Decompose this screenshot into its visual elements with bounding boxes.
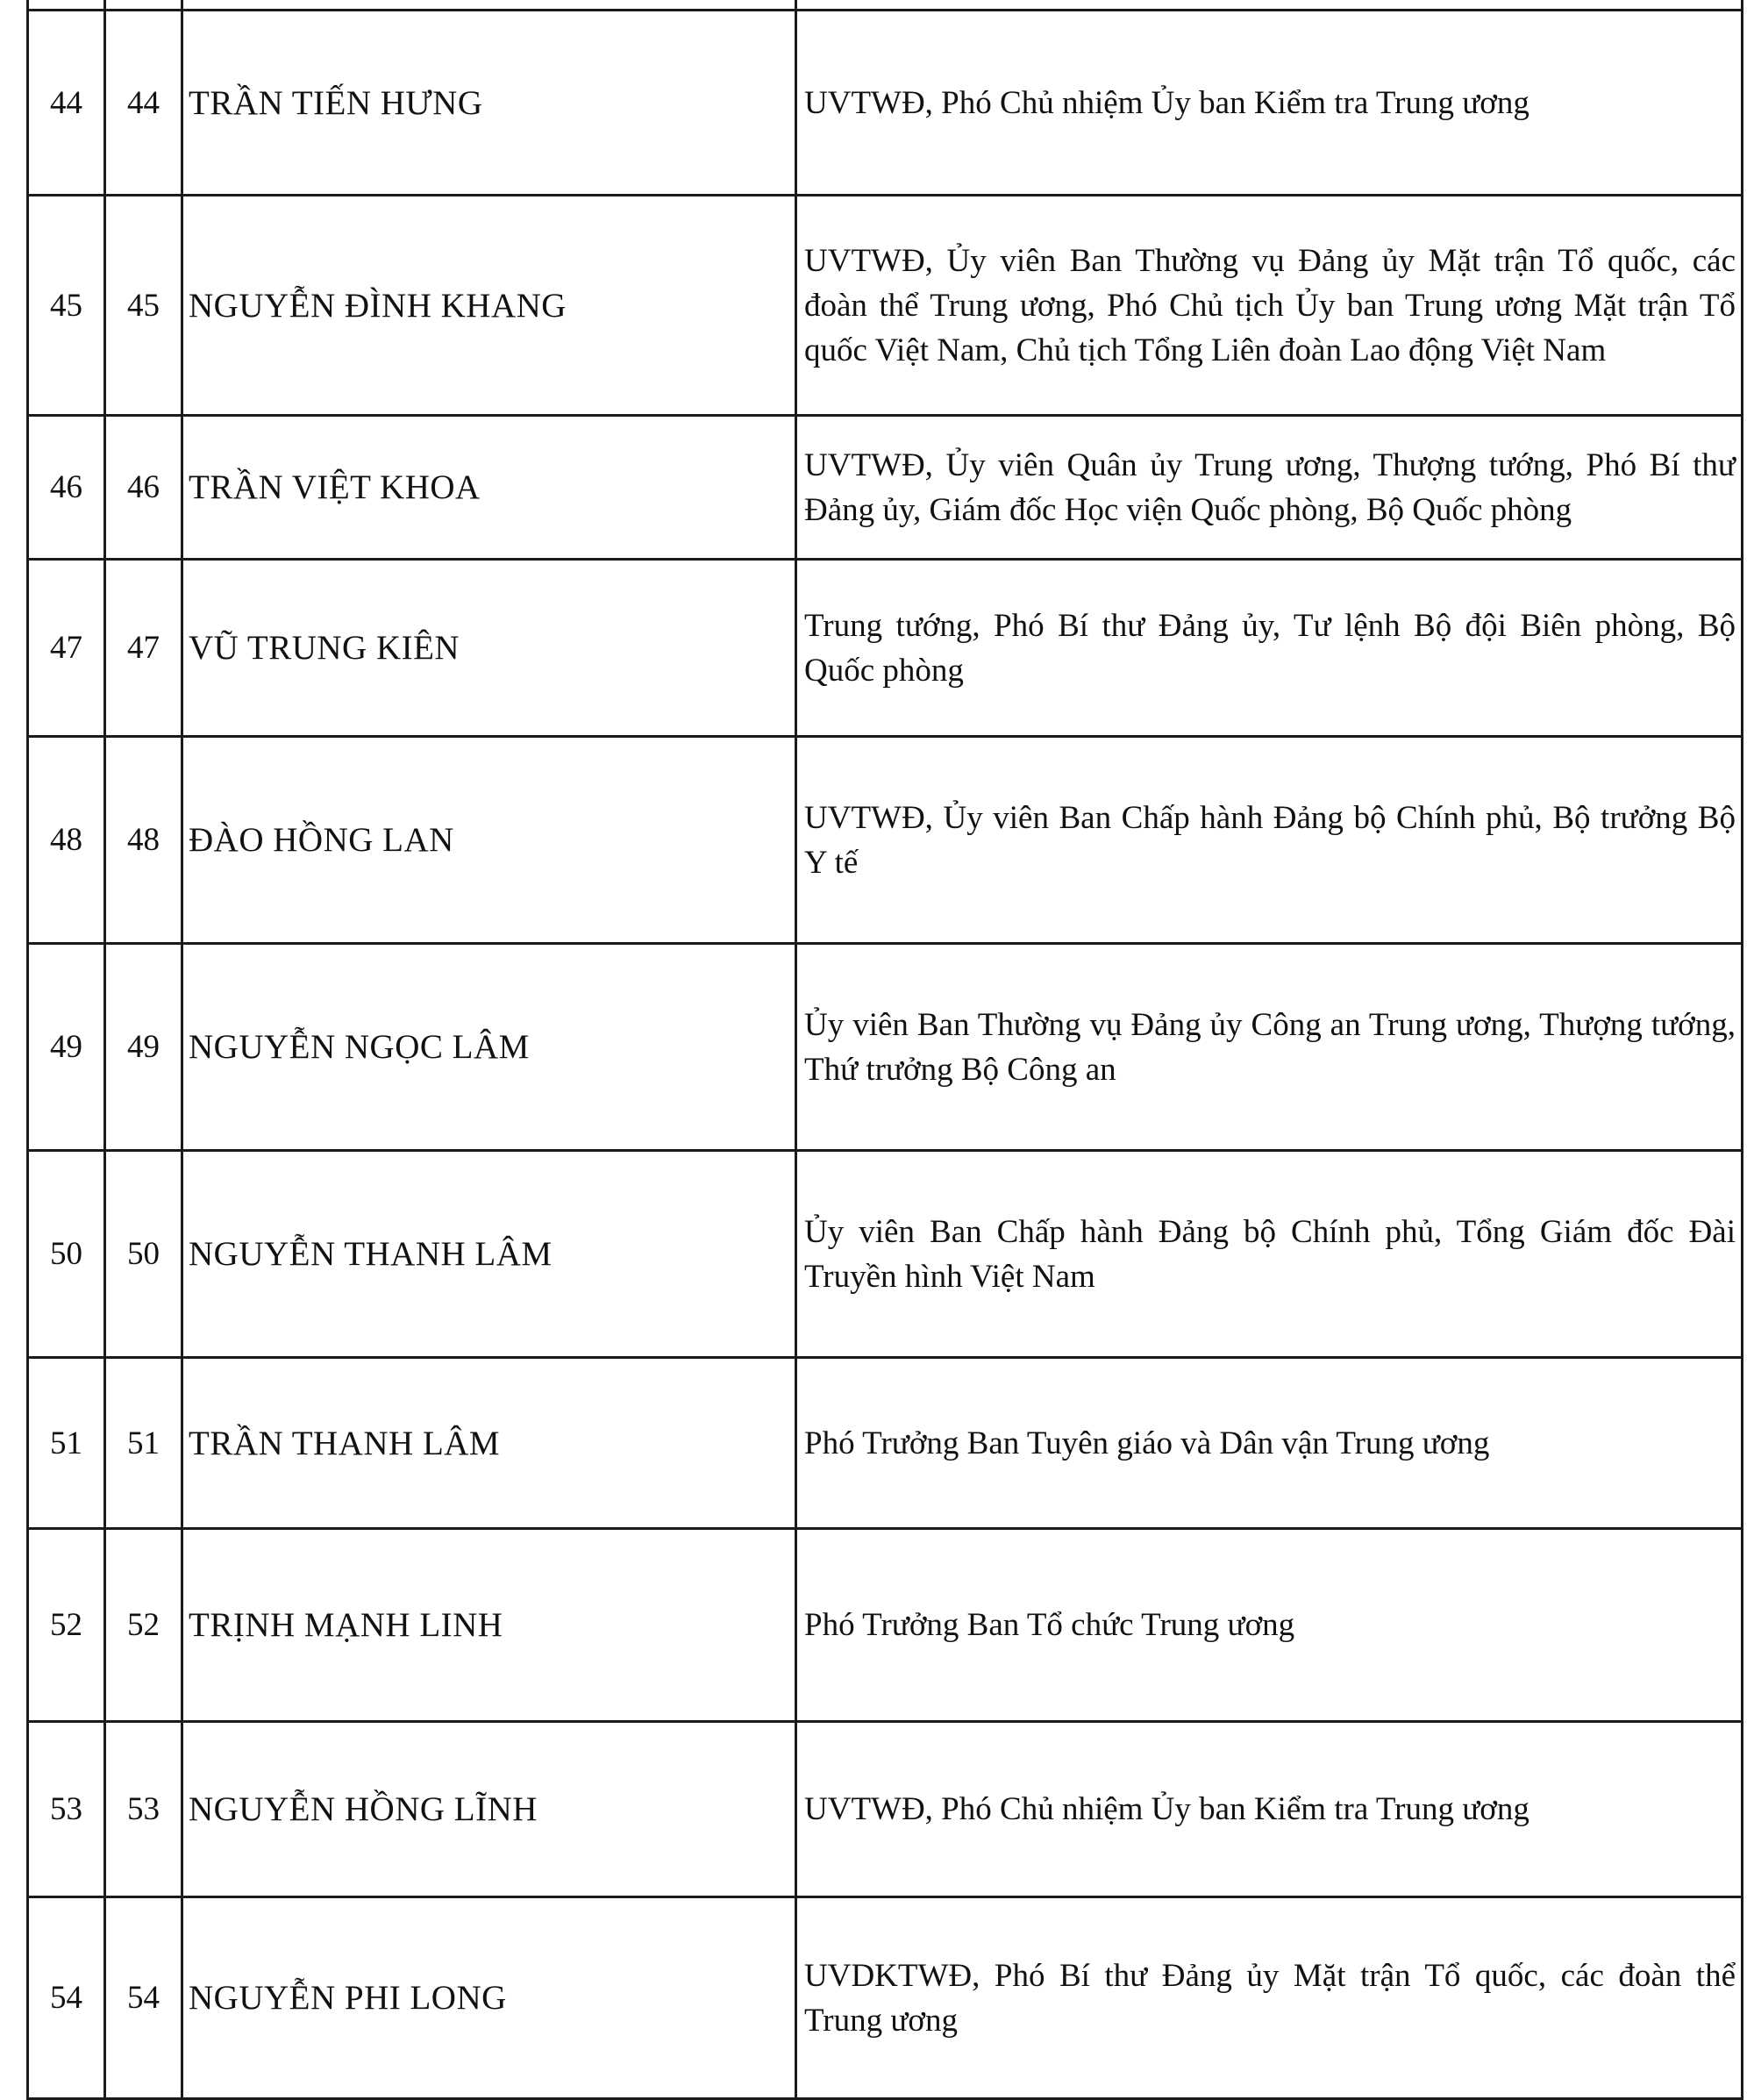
table-row-continued [28,0,1743,11]
row-index: 44 [28,11,105,196]
table-row [28,11,1743,196]
person-name: NGUYỄN PHI LONG [182,1897,796,2099]
person-position: UVTWĐ, Ủy viên Quân ủy Trung ương, Thượng tướng, Phó Bí thư Đảng ủy, Giám đốc Học viện Quốc phòng, Bộ Quốc phòng [796,416,1743,560]
table-row [28,560,1743,737]
person-position: UVTWĐ, Ủy viên Ban Thường vụ Đảng ủy Mặt trận Tổ quốc, các đoàn thể Trung ương, Phó Chủ tịch Ủy ban Trung ương Mặt trận Tổ quốc Việt Nam, Chủ tịch Tổng Liên đoàn Lao động Việt Nam [796,196,1743,416]
row-number: 50 [105,1151,182,1358]
row-index: 50 [28,1151,105,1358]
person-position: Phó Trưởng Ban Tổ chức Trung ương [796,1529,1743,1722]
person-name: ĐÀO HỒNG LAN [182,737,796,944]
row-number: 52 [105,1529,182,1722]
table-row [28,1897,1743,2099]
person-position: Ủy viên Ban Chấp hành Đảng bộ Chính phủ, Tổng Giám đốc Đài Truyền hình Việt Nam [796,1151,1743,1358]
person-position: Phó Trưởng Ban Tuyên giáo và Dân vận Trung ương [796,1358,1743,1529]
person-name: VŨ TRUNG KIÊN [182,560,796,737]
table-row [28,1358,1743,1529]
row-number: 51 [105,1358,182,1529]
table-row [28,737,1743,944]
row-index: 46 [28,416,105,560]
table-row [28,416,1743,560]
person-name: TRẦN THANH LÂM [182,1358,796,1529]
table-row [28,1722,1743,1897]
row-number: 49 [105,944,182,1151]
row-number: 47 [105,560,182,737]
person-position: UVTWĐ, Phó Chủ nhiệm Ủy ban Kiểm tra Trung ương [796,1722,1743,1897]
person-position: UVDKTWĐ, Phó Bí thư Đảng ủy Mặt trận Tổ quốc, các đoàn thể Trung ương [796,1897,1743,2099]
row-index: 47 [28,560,105,737]
table-row [28,196,1743,416]
row-index: 51 [28,1358,105,1529]
row-number: 48 [105,737,182,944]
row-number: 46 [105,416,182,560]
row-number: 53 [105,1722,182,1897]
person-name: NGUYỄN ĐÌNH KHANG [182,196,796,416]
table-row [28,1151,1743,1358]
person-position: Ủy viên Ban Thường vụ Đảng ủy Công an Trung ương, Thượng tướng, Thứ trưởng Bộ Công an [796,944,1743,1151]
row-number: 45 [105,196,182,416]
person-name: TRẦN TIẾN HƯNG [182,11,796,196]
person-name: TRỊNH MẠNH LINH [182,1529,796,1722]
person-position: UVTWĐ, Ủy viên Ban Chấp hành Đảng bộ Chính phủ, Bộ trưởng Bộ Y tế [796,737,1743,944]
row-number: 44 [105,11,182,196]
row-index: 52 [28,1529,105,1722]
person-name: NGUYỄN THANH LÂM [182,1151,796,1358]
row-index: 49 [28,944,105,1151]
person-name: NGUYỄN HỒNG LĨNH [182,1722,796,1897]
person-name: TRẦN VIỆT KHOA [182,416,796,560]
row-index: 48 [28,737,105,944]
person-position: Trung tướng, Phó Bí thư Đảng ủy, Tư lệnh Bộ đội Biên phòng, Bộ Quốc phòng [796,560,1743,737]
candidate-table [26,0,1743,2100]
person-position: UVTWĐ, Phó Chủ nhiệm Ủy ban Kiểm tra Trung ương [796,11,1743,196]
row-index: 45 [28,196,105,416]
row-number: 54 [105,1897,182,2099]
table-row [28,1529,1743,1722]
table-row [28,944,1743,1151]
person-name: NGUYỄN NGỌC LÂM [182,944,796,1151]
row-index: 54 [28,1897,105,2099]
row-index: 53 [28,1722,105,1897]
